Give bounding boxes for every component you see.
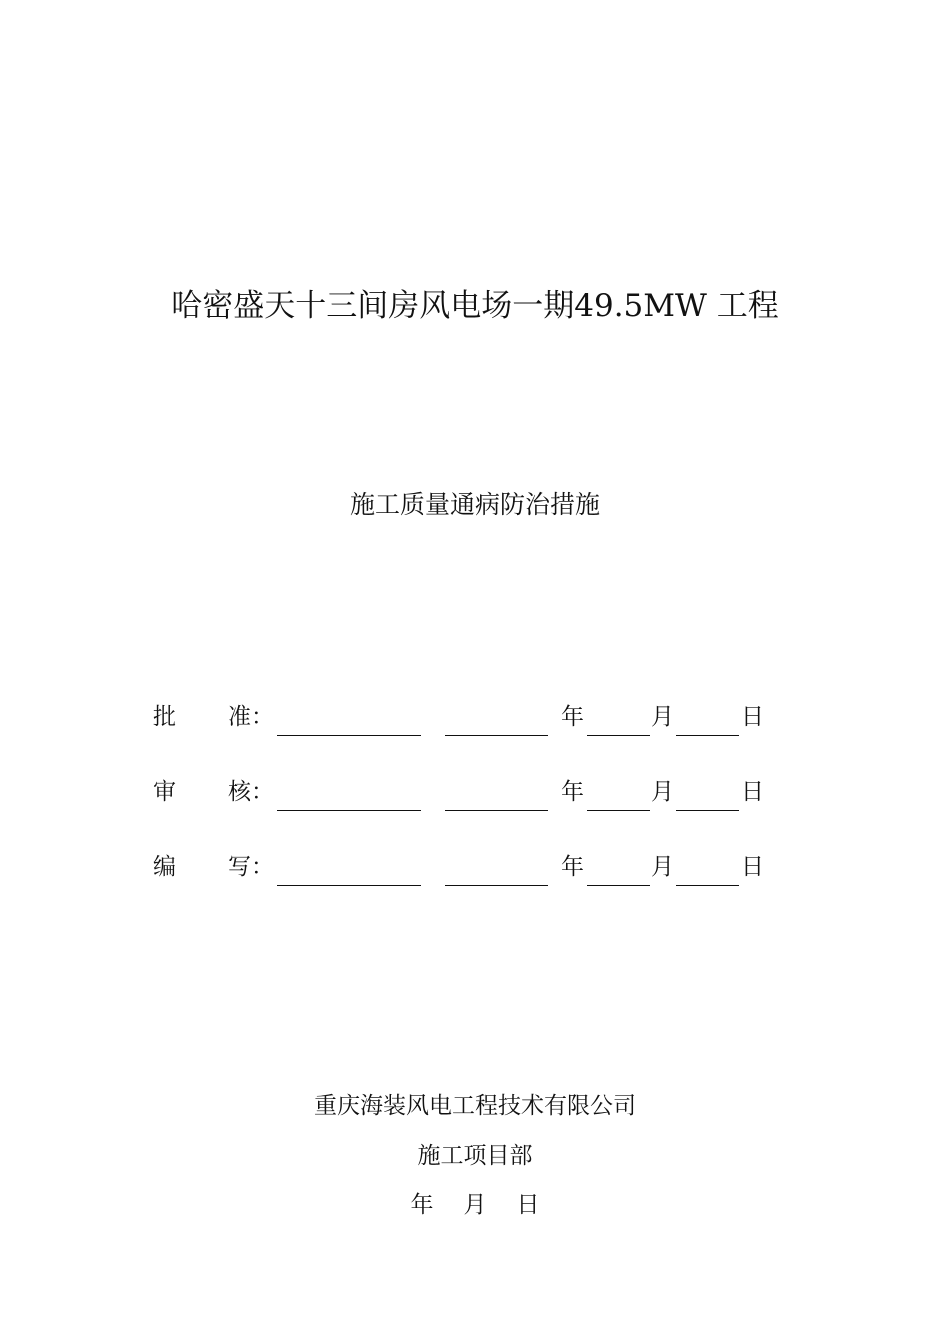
- footer-month-label: 月: [463, 1192, 487, 1218]
- date-blank-line: [445, 735, 548, 736]
- day-blank-line: [676, 885, 739, 886]
- signature-row-review: [0, 775, 950, 815]
- name-blank-line: [277, 810, 421, 811]
- date-blank-line: [445, 810, 548, 811]
- role-label-char1: 编: [153, 854, 176, 880]
- footer-date: [0, 1186, 950, 1219]
- signature-row-compile: [0, 850, 950, 890]
- footer-day-label: 日: [516, 1192, 540, 1218]
- day-blank-line: [676, 735, 739, 736]
- month-blank-line: [587, 885, 650, 886]
- document-title: 哈密盛天十三间房风电场一期49.5MW 工程: [171, 288, 779, 324]
- name-blank-line: [277, 885, 421, 886]
- department-name: 施工项目部: [417, 1143, 533, 1169]
- month-label: 月: [651, 779, 674, 805]
- role-label-char1: 审: [153, 779, 176, 805]
- company-name: 重庆海装风电工程技术有限公司: [314, 1093, 636, 1119]
- role-label-char2: 写：: [228, 854, 274, 880]
- role-label-char1: 批: [153, 704, 176, 730]
- month-label: 月: [651, 854, 674, 880]
- day-label: 日: [741, 704, 764, 730]
- day-blank-line: [676, 810, 739, 811]
- day-label: 日: [741, 854, 764, 880]
- date-blank-line: [445, 885, 548, 886]
- role-label-char2: 核：: [228, 779, 274, 805]
- name-blank-line: [277, 735, 421, 736]
- role-label-char2: 准：: [228, 704, 274, 730]
- footer-year-label: 年: [410, 1192, 434, 1218]
- month-label: 月: [651, 704, 674, 730]
- month-blank-line: [587, 735, 650, 736]
- month-blank-line: [587, 810, 650, 811]
- year-label: 年: [561, 779, 584, 805]
- day-label: 日: [741, 779, 764, 805]
- year-label: 年: [561, 854, 584, 880]
- signature-row-approve: [0, 700, 950, 740]
- document-subtitle: 施工质量通病防治措施: [349, 490, 600, 519]
- year-label: 年: [561, 704, 584, 730]
